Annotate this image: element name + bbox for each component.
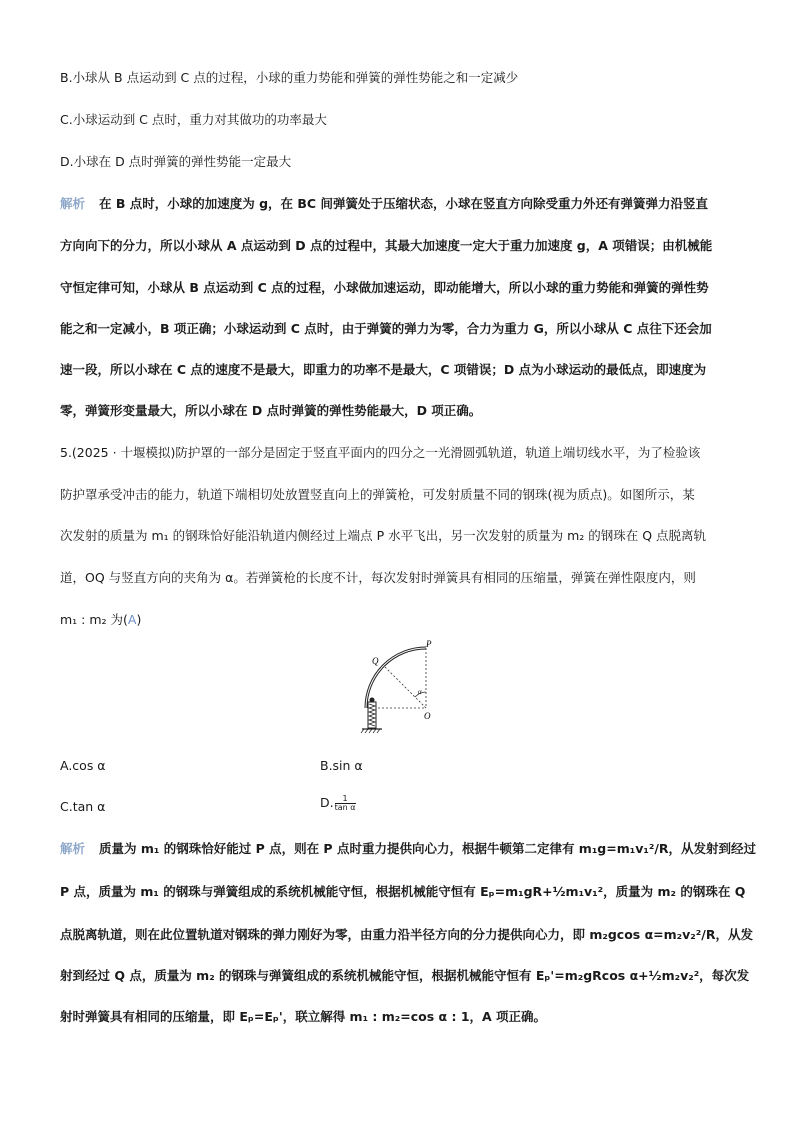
analysis5-line-4: 射到经过 Q 点，质量为 m₂ 的钢珠与弹簧组成的系统机械能守恒，根据机械能守恒有 Eₚ'=m₂gRcos α+½m₂v₂²，每次发 — [60, 968, 750, 983]
analysis-prev-line-6: 零，弹簧形变量最大，所以小球在 D 点时弹簧的弹性势能最大，D 项正确。 — [60, 403, 482, 418]
question5-line-5: m₁ : m₂ 为(A) — [60, 612, 142, 627]
option-c-prev: C.小球运动到 C 点时，重力对其做功的功率最大 — [60, 112, 327, 127]
analysis-prev-line-5: 速一段，所以小球在 C 点的速度不是最大，即重力的功率不是最大，C 项错误；D 点为小球运动的最低点，即速度为 — [60, 362, 707, 377]
steel-ball — [370, 698, 375, 703]
analysis5-label: 解析 — [60, 841, 86, 856]
analysis-prev-line-2: 方向向下的分力，所以小球从 A 点运动到 D 点的过程中，其最大加速度一定大于重力加速度 g，A 项错误；由机械能 — [60, 238, 713, 253]
label-o: O — [424, 711, 431, 721]
answer-mark: A — [127, 612, 137, 627]
track-diagram — [360, 640, 440, 736]
option-d-prev: D.小球在 D 点时弹簧的弹性势能一定最大 — [60, 154, 292, 169]
question5-line-3: 次发射的质量为 m₁ 的钢珠恰好能沿轨道内侧经过上端点 P 水平飞出，另一次发射的质量为 m₂ 的钢珠在 Q 点脱离轨 — [60, 528, 707, 543]
analysis-prev-line-1: 解析 在 B 点时，小球的加速度为 g，在 BC 间弹簧处于压缩状态，小球在竖直方向除受重力外还有弹簧弹力沿竖直 — [60, 196, 708, 211]
analysis5-line-5: 射时弹簧具有相同的压缩量，即 Eₚ=Eₚ'，联立解得 m₁ : m₂=cos α : 1，A 项正确。 — [60, 1009, 547, 1024]
question5-line-4: 道，OQ 与竖直方向的夹角为 α。若弹簧枪的长度不计，每次发射时弹簧具有相同的压缩量，弹簧在弹性限度内，则 — [60, 570, 696, 585]
label-p: P — [426, 640, 432, 649]
label-alpha: α — [418, 688, 422, 696]
analysis-label: 解析 — [60, 196, 86, 211]
analysis5-line-2: P 点，质量为 m₁ 的钢珠与弹簧组成的系统机械能守恒，根据机械能守恒有 Eₚ=m₁gR+½m₁v₁²，质量为 m₂ 的钢珠在 Q — [60, 884, 746, 899]
question5-line-1: 5.(2025 · 十堰模拟)防护罩的一部分是固定于竖直平面内的四分之一光滑圆弧轨道，轨道上端切线水平，为了检验该 — [60, 445, 701, 460]
option-a: A.cos α — [60, 758, 106, 773]
analysis5-line-3: 点脱离轨道，则在此位置轨道对钢珠的弹力刚好为零，由重力沿半径方向的分力提供向心力，即 m₂gcos α=m₂v₂²/R，从发 — [60, 927, 753, 942]
analysis5-line-1: 解析 质量为 m₁ 的钢珠恰好能过 P 点，则在 P 点时重力提供向心力，根据牛顿第二定律有 m₁g=m₁v₁²/R，从发射到经过 — [60, 841, 757, 856]
option-d: D. $\frac{1}{\text{tan α}}$ — [320, 794, 356, 812]
question5-line-2: 防护罩承受冲击的能力，轨道下端相切处放置竖直向上的弹簧枪，可发射质量不同的钢珠(视为质点)。如图所示，某 — [60, 487, 695, 502]
analysis-prev-line-4: 能之和一定减小，B 项正确；小球运动到 C 点时，由于弹簧的弹力为零，合力为重力 G，所以小球从 C 点往下还会加 — [60, 321, 712, 336]
radius-oq — [384, 666, 426, 708]
option-b: B.sin α — [320, 758, 363, 773]
label-q: Q — [372, 656, 379, 666]
option-c: C.tan α — [60, 799, 106, 814]
option-d-fraction: $\frac{1}{\text{tan α}}$ — [334, 794, 356, 812]
analysis-prev-line-3: 守恒定律可知，小球从 B 点运动到 C 点的过程，小球做加速运动，即动能增大，所以小球的重力势能和弹簧的弹性势 — [60, 280, 709, 295]
option-b-prev: B.小球从 B 点运动到 C 点的过程，小球的重力势能和弹簧的弹性势能之和一定减少 — [60, 70, 519, 85]
